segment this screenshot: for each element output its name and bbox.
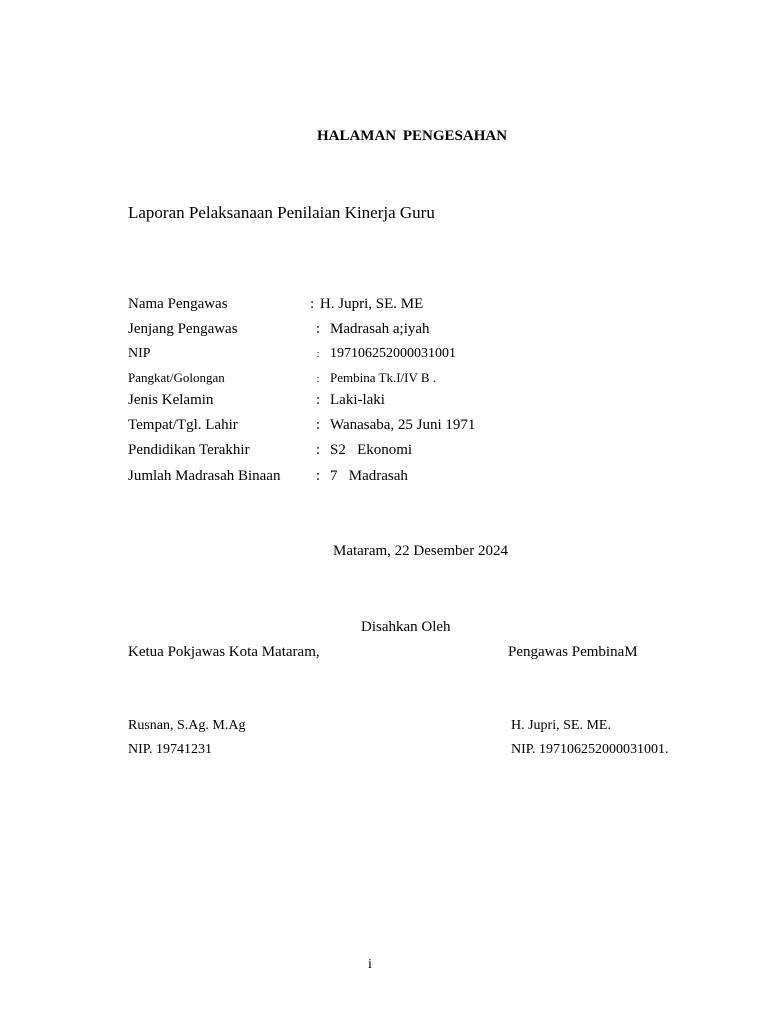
- info-label: Nama Pengawas: [128, 296, 228, 312]
- info-label: Jenis Kelamin: [128, 392, 214, 408]
- info-row-nip: [0, 346, 768, 368]
- info-row-pangkat-golongan: [0, 370, 768, 392]
- page-number: i: [368, 957, 372, 972]
- info-label: Pendidikan Terakhir: [128, 442, 250, 458]
- info-label: Tempat/Tgl. Lahir: [128, 417, 238, 433]
- info-value: Laki-laki: [330, 392, 385, 408]
- info-label: NIP: [128, 346, 151, 361]
- info-label: Jumlah Madrasah Binaan: [128, 468, 281, 484]
- left-signatory-name: Rusnan, S.Ag. M.Ag: [128, 718, 246, 733]
- info-value: 7 Madrasah: [330, 468, 408, 484]
- place-date: Mataram, 22 Desember 2024: [333, 543, 508, 559]
- info-label: Pangkat/Golongan: [128, 370, 225, 385]
- info-label: Jenjang Pengawas: [128, 321, 238, 337]
- right-signatory-title: Pengawas PembinaM: [508, 644, 638, 660]
- info-row-jenis-kelamin: [0, 392, 768, 414]
- info-row-nama-pengawas: [0, 296, 768, 318]
- report-title: Laporan Pelaksanaan Penilaian Kinerja Guru: [128, 203, 435, 222]
- page-heading: HALAMAN PENGESAHAN: [316, 128, 508, 144]
- info-row-jenjang-pengawas: [0, 321, 768, 343]
- left-signatory-title: Ketua Pokjawas Kota Mataram,: [128, 644, 320, 660]
- info-value: S2 Ekonomi: [330, 442, 413, 458]
- info-colon: :: [316, 374, 320, 385]
- info-colon: :: [315, 442, 321, 458]
- approved-by-label: Disahkan Oleh: [361, 619, 451, 635]
- info-value: 197106252000031001: [330, 346, 456, 361]
- info-colon: :: [310, 296, 315, 312]
- info-value: Wanasaba, 25 Juni 1971: [330, 417, 476, 433]
- info-colon: :: [315, 468, 321, 484]
- info-row-tempat-tgl-lahir: [0, 417, 768, 439]
- info-row-jumlah-madrasah-binaan: [0, 468, 768, 490]
- info-colon: :: [316, 349, 320, 360]
- right-signatory-name: H. Jupri, SE. ME.: [511, 718, 611, 733]
- info-colon: :: [315, 392, 321, 408]
- info-row-pendidikan-terakhir: [0, 442, 768, 464]
- right-signatory-nip: NIP. 197106252000031001.: [511, 742, 669, 757]
- left-signatory-nip: NIP. 19741231: [128, 742, 213, 757]
- info-value: H. Jupri, SE. ME: [319, 296, 424, 312]
- info-colon: :: [315, 417, 321, 433]
- info-colon: :: [315, 321, 321, 337]
- info-value: Madrasah a;iyah: [330, 321, 430, 337]
- info-value: Pembina Tk.I/IV B .: [330, 370, 437, 385]
